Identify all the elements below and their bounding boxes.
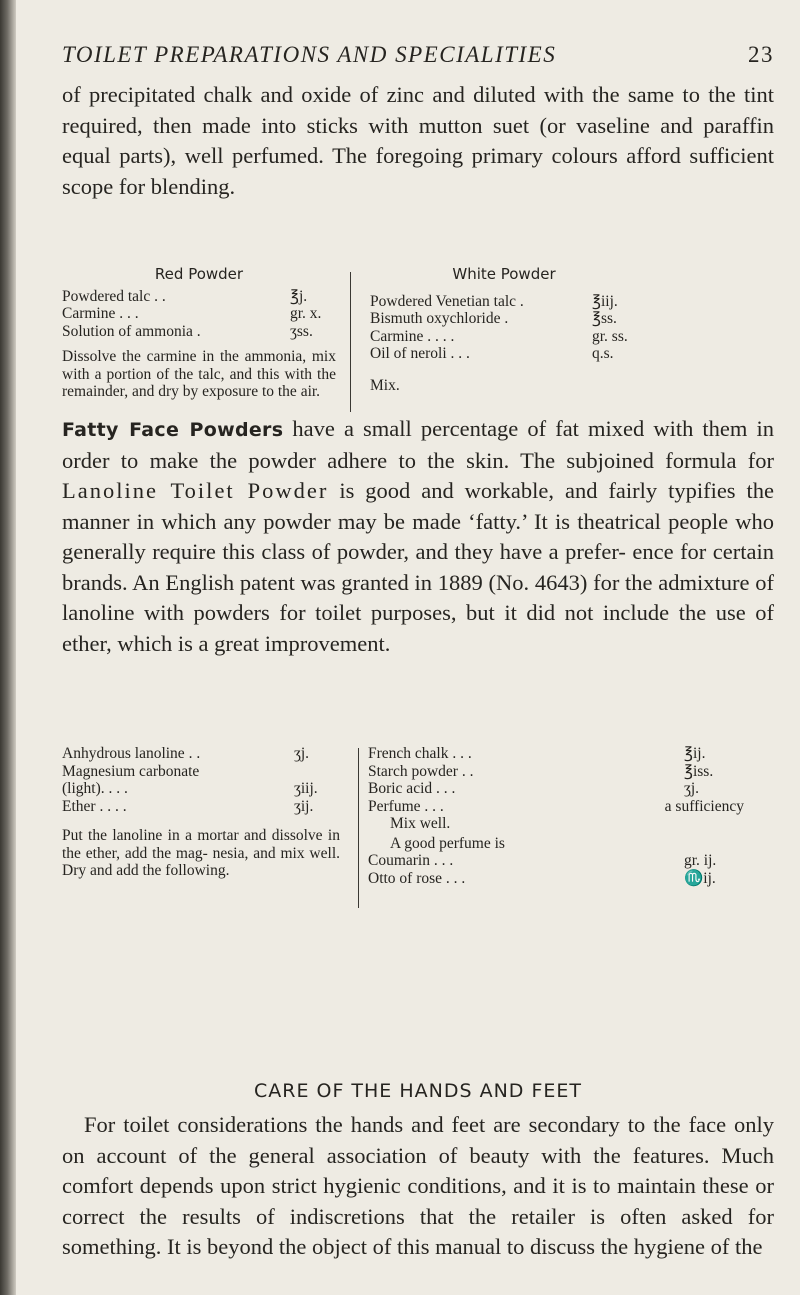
mix-instruction: Mix well.: [390, 815, 451, 832]
fatty-powders-paragraph: [62, 414, 774, 659]
paragraph-text: have a small percentage of fat mixed with them in order to make the powder adhere to the skin. The subjoined formula for: [62, 416, 774, 473]
ingredient-row: [62, 745, 340, 763]
white-powder-method: Mix.: [370, 376, 400, 394]
ingredient-row: [368, 798, 744, 816]
run-in-heading: Fatty Face Powders: [62, 419, 284, 441]
ingredient-name: Ether . . . .: [62, 797, 127, 815]
ingredient-qty: ℥iij.: [592, 292, 618, 310]
ingredient-qty: q.s.: [592, 345, 614, 362]
ingredient-qty: ♏ij.: [684, 869, 716, 887]
ingredient-name: Boric acid . . .: [368, 780, 456, 797]
red-powder-recipe: [62, 266, 336, 401]
ingredient-qty: [294, 763, 340, 781]
ingredient-row: [62, 780, 340, 798]
ingredient-name: Oil of neroli . . .: [370, 345, 470, 362]
column-divider: [350, 272, 351, 412]
ingredient-qty: ℥ss.: [592, 310, 617, 327]
ingredient-name: Starch powder . .: [368, 762, 474, 780]
letterspaced-term: Lanoline Toilet Powder: [62, 478, 329, 503]
white-powder-recipe: [370, 266, 638, 394]
ingredient-qty: ʒij.: [294, 797, 314, 815]
ingredient-qty: gr. ij.: [684, 852, 717, 869]
ingredient-name: Bismuth oxychloride .: [370, 310, 509, 327]
french-chalk-recipe: [368, 745, 744, 887]
ingredient-qty: ℥ij.: [684, 745, 706, 762]
ingredient-name: Perfume . . .: [368, 797, 444, 815]
ingredient-name: Anhydrous lanoline . .: [62, 745, 201, 762]
red-powder-method: Dissolve the carmine in the ammonia, mix with a portion of the talc, and this with the remainder, and dry by exposure to the air.: [62, 348, 336, 400]
ingredient-qty: ℥iss.: [684, 762, 714, 780]
ingredient-qty: ʒj.: [684, 780, 700, 797]
ingredient-row: [368, 780, 744, 798]
ingredient-row: [62, 798, 340, 816]
ingredient-name: Carmine . . .: [62, 305, 139, 322]
ingredient-name: Powdered Venetian talc .: [370, 292, 524, 310]
ingredient-qty: gr. x.: [290, 305, 322, 322]
ingredient-qty: ʒj.: [294, 745, 310, 762]
ingredient-row: [370, 345, 638, 363]
ingredient-qty: gr. ss.: [592, 327, 628, 345]
page-binding-edge: [0, 0, 16, 1295]
ingredient-row: [370, 328, 638, 346]
red-powder-title: Red Powder: [154, 265, 244, 283]
ingredient-row: [62, 323, 336, 341]
page-number: 23: [748, 42, 774, 67]
ingredient-row: [368, 763, 744, 781]
ingredient-name: Magnesium carbonate: [62, 762, 200, 780]
paragraph-text: is good and workable, and fairly typifies the manner in which any powder may be made ‘fatty.’ It is theatrical people who generally require this class of powder, and they have a prefer- ence for certain brands. An English patent was granted in 1889 (No. 4643) for the admixture of lanoline with powders for toilet purposes, but it did not include the use of ether, which is a great improvement.: [62, 478, 774, 656]
ingredient-qty: ℥j.: [290, 287, 308, 305]
running-head-title: TOILET PREPARATIONS AND SPECIALITIES: [62, 42, 557, 67]
running-head: [62, 42, 774, 68]
intro-paragraph: of precipitated chalk and oxide of zinc and diluted with the same to the tint required, then made into sticks with mutton suet (or vaseline and paraffin equal parts), well perfumed. The foregoing primary colours afford sufficient scope for blending.: [62, 82, 774, 199]
ingredient-row: [62, 763, 340, 781]
ingredient-qty: ʒss.: [290, 322, 313, 340]
ingredient-name: Otto of rose . . .: [368, 869, 466, 887]
ingredient-name: Solution of ammonia .: [62, 322, 201, 340]
ingredient-name: (light). . . .: [62, 780, 128, 797]
ingredient-qty: ʒiij.: [294, 780, 318, 797]
ingredient-name: Carmine . . . .: [370, 327, 455, 345]
lanoline-recipe: [62, 745, 340, 880]
ingredient-row: [370, 293, 638, 311]
perfume-subtitle: A good perfume is: [390, 834, 505, 852]
column-divider: [358, 748, 359, 908]
ingredient-qty: a sufficiency: [664, 797, 744, 815]
care-paragraph: [62, 1110, 774, 1263]
ingredient-name: French chalk . . .: [368, 745, 472, 762]
white-powder-title: White Powder: [452, 265, 556, 283]
ingredient-row: [368, 745, 744, 763]
ingredient-name: Coumarin . . .: [368, 852, 454, 869]
ingredient-row: [368, 870, 744, 888]
paragraph-text: For toilet considerations the hands and feet are secondary to the face only on account of the general association of beauty with the features. Much comfort depends upon strict hygienic conditions, and it is to maintain these or correct the results of indiscretions that the retailer is often asked for something. It is beyond the object of this manual to discuss the hygiene of the: [62, 1112, 774, 1259]
ingredient-row: [370, 310, 638, 328]
ingredient-row: [62, 288, 336, 306]
section-heading: CARE OF THE HANDS AND FEET: [253, 1080, 583, 1102]
ingredient-name: Powdered talc . .: [62, 287, 166, 305]
ingredient-row: [368, 852, 744, 870]
lanoline-method: Put the lanoline in a mortar and dissolve in the ether, add the mag- nesia, and mix well. Dry and add the following.: [62, 827, 340, 879]
ingredient-row: [62, 305, 336, 323]
